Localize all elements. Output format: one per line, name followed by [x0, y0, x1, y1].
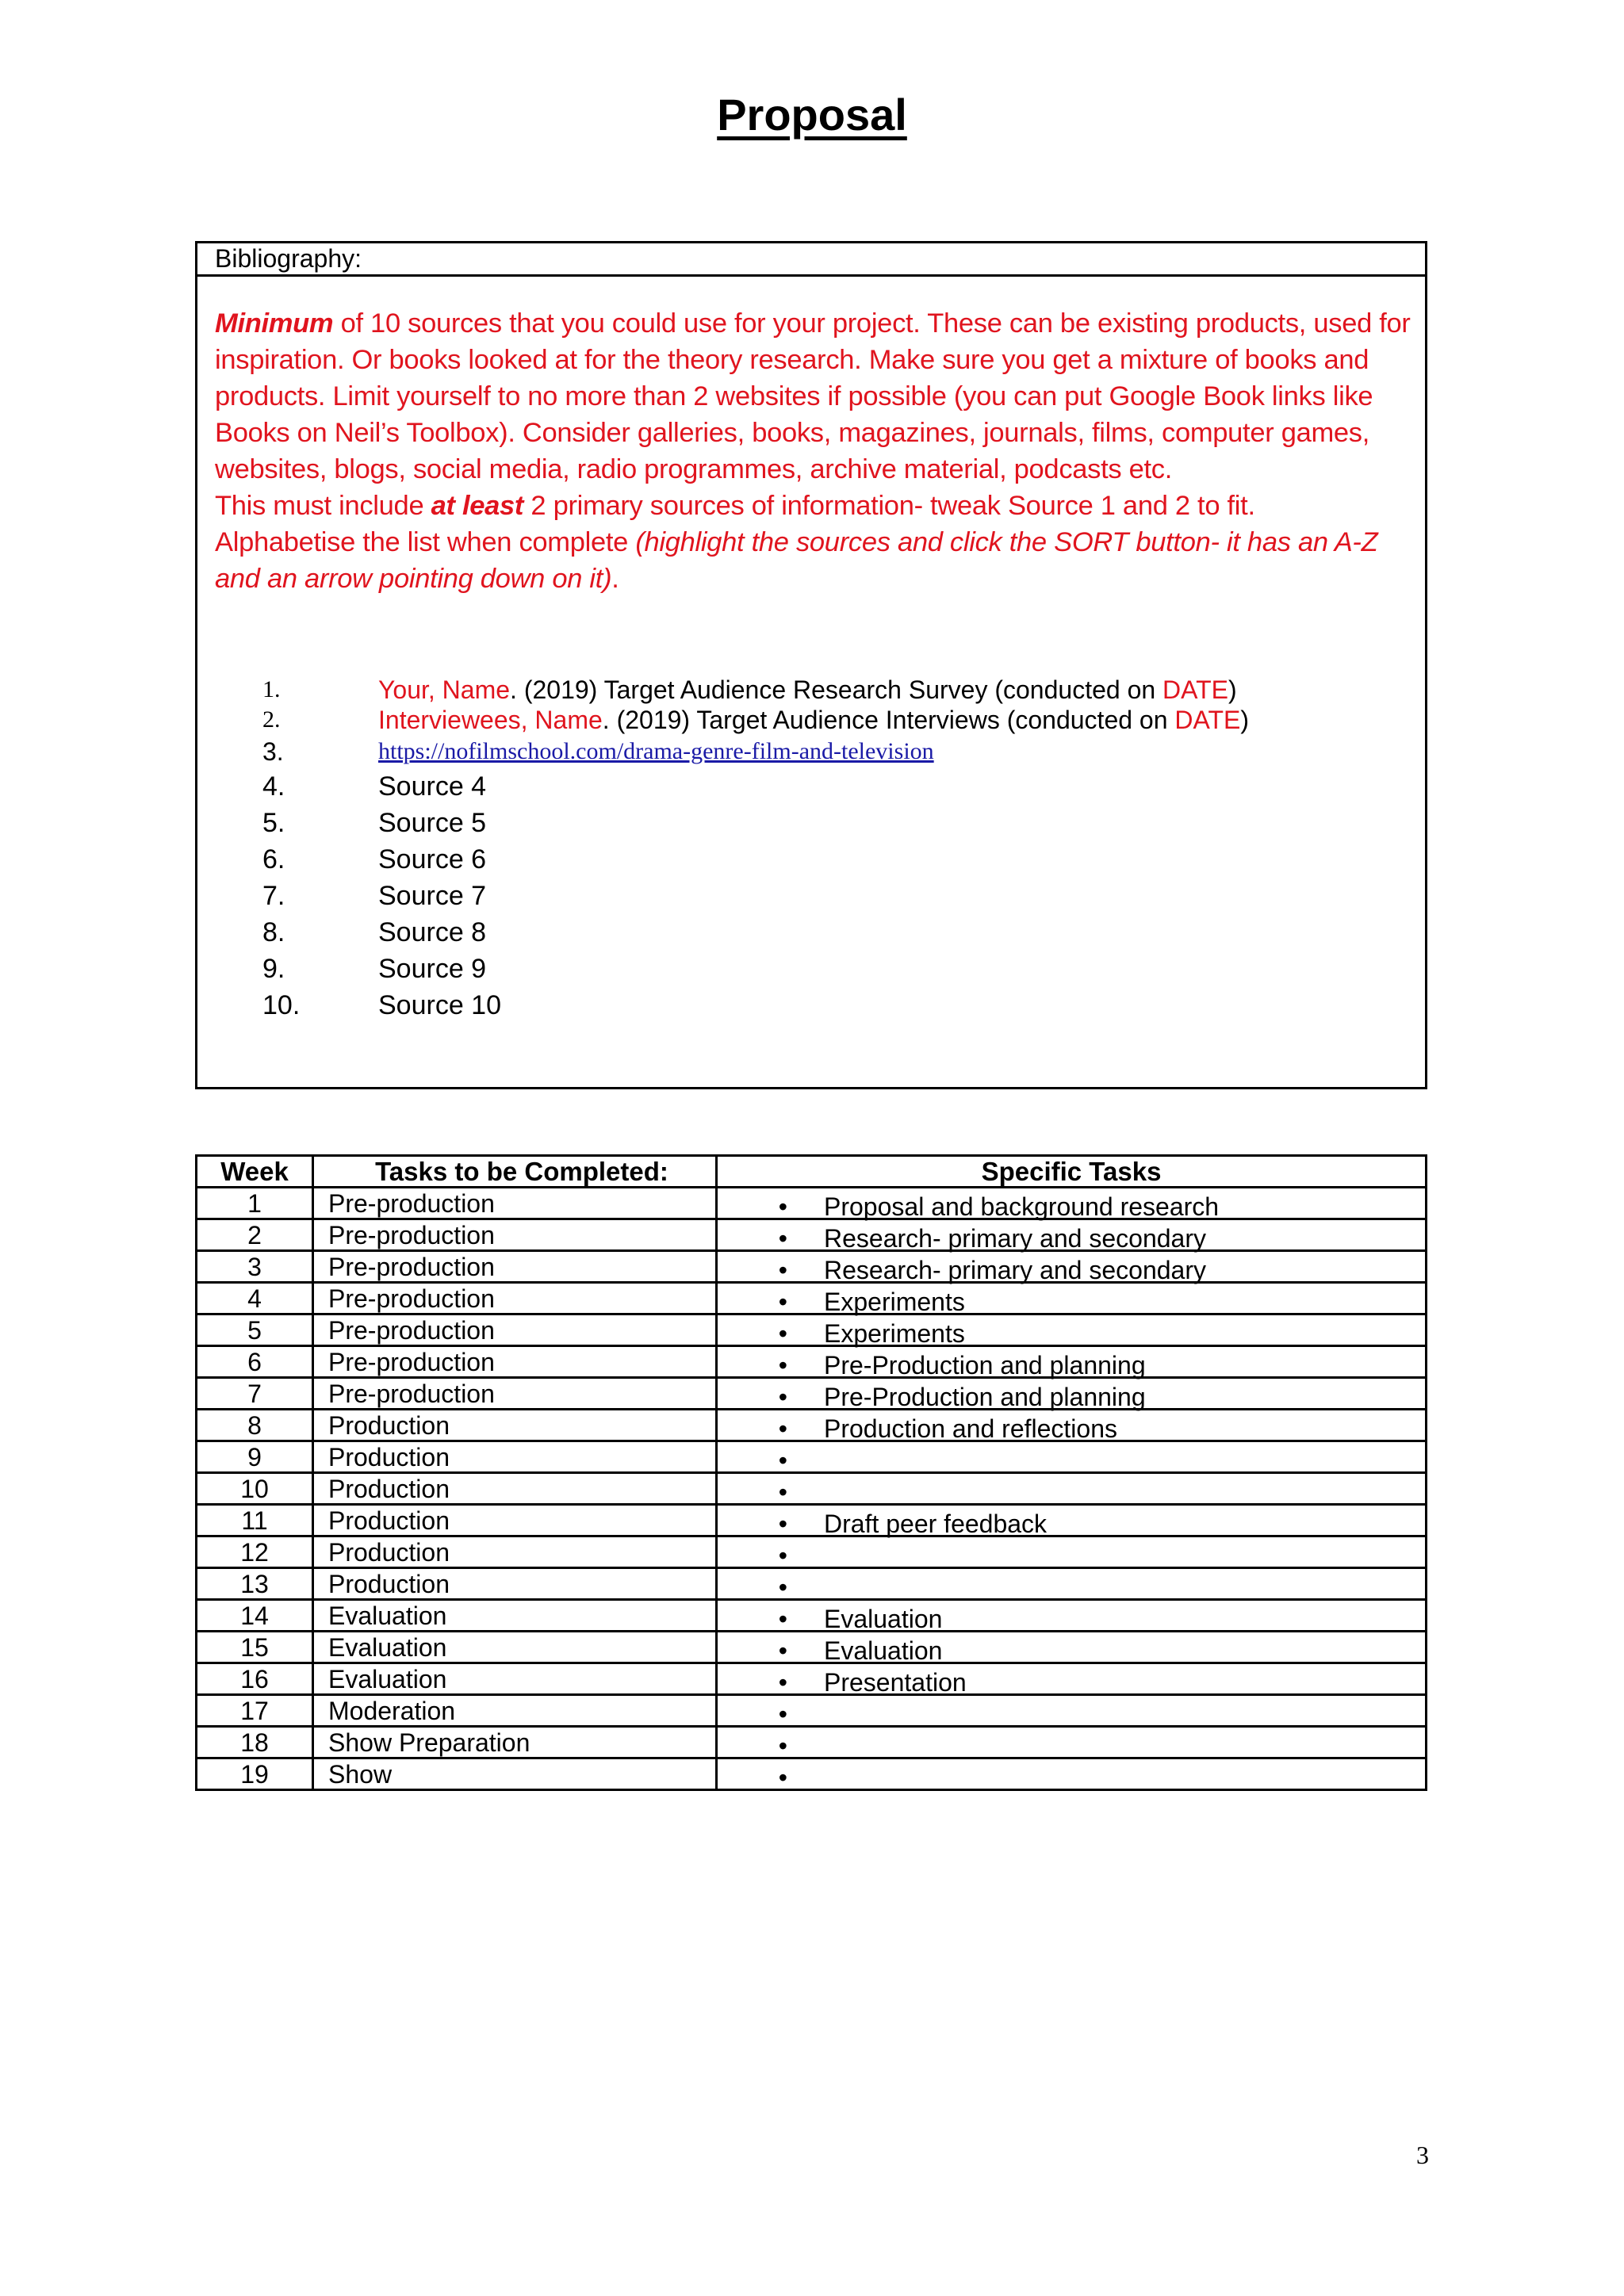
task-cell: Evaluation [313, 1632, 717, 1663]
instr-p2b: 2 primary sources of information- tweak Source 1 and 2 to fit. [523, 491, 1255, 521]
source-author: Interviewees, Name [378, 706, 603, 734]
specific-task-text: Proposal and background research [824, 1192, 1220, 1221]
specific-cell [717, 1473, 1427, 1505]
bullet-icon: • [778, 1636, 787, 1665]
week-cell: 19 [197, 1758, 313, 1790]
specific-cell [717, 1251, 1427, 1283]
task-cell: Pre-production [313, 1378, 717, 1410]
source-number: 6. [262, 844, 285, 874]
table-row [197, 1727, 1427, 1758]
specific-cell [717, 1695, 1427, 1727]
task-cell: Show Preparation [313, 1727, 717, 1758]
specific-task-text: Experiments [824, 1318, 965, 1348]
source-detail: . (2019) Target Audience Research Survey (conducted on [510, 675, 1163, 704]
source-text: Source 4 [378, 771, 487, 802]
week-cell: 16 [197, 1663, 313, 1695]
source-close: ) [1240, 706, 1250, 734]
bullet-icon: • [778, 1572, 787, 1601]
instr-minimum: Minimum [215, 308, 334, 339]
specific-task-text: Pre-Production and planning [824, 1382, 1146, 1411]
source-author: Your, Name [378, 675, 511, 704]
table-row [197, 1663, 1427, 1695]
schedule-table [195, 1154, 1427, 1791]
table-row [197, 1536, 1427, 1568]
bullet-icon: • [778, 1699, 787, 1728]
instr-p3a: Alphabetise the list when complete [215, 527, 636, 557]
source-number: 1. [262, 676, 281, 702]
instr-p3b: (highlight the sources and click the SORT button- it has an A-Z and an arrow pointing down on it) [215, 527, 1378, 594]
task-cell: Production [313, 1568, 717, 1600]
specific-task-text: Draft peer feedback [824, 1509, 1048, 1538]
source-link[interactable]: https://nofilmschool.com/drama-genre-film-and-television [378, 738, 934, 764]
task-cell: Production [313, 1441, 717, 1473]
table-row [197, 1600, 1427, 1632]
header-tasks: Tasks to be Completed: [313, 1156, 717, 1188]
specific-task-text: Experiments [824, 1287, 965, 1316]
table-row [197, 1378, 1427, 1410]
specific-cell [717, 1410, 1427, 1441]
instr-p1: of 10 sources that you could use for your project. These can be existing products, used for inspiration. Or books looked at for the theory research. Make sure you get a mixture of books and products. Limit yourself to no more than 2 websites if possible (you can put Google Book links like Books on Neil’s Toolbox). Consider galleries, books, magazines, journals, films, computer games, websites, blogs, social media, radio programmes, archive material, podcasts etc. [215, 308, 1411, 484]
task-cell: Production [313, 1410, 717, 1441]
instr-atleast: at least [431, 491, 524, 521]
table-row [197, 1695, 1427, 1727]
specific-cell [717, 1632, 1427, 1663]
task-cell: Pre-production [313, 1251, 717, 1283]
table-row [197, 1473, 1427, 1505]
source-number: 4. [262, 771, 285, 802]
table-row [197, 1346, 1427, 1378]
bullet-icon: • [778, 1509, 787, 1538]
source-number: 2. [262, 706, 281, 733]
table-row [197, 1219, 1427, 1251]
source-number: 7. [262, 881, 285, 911]
bullet-icon: • [778, 1255, 787, 1284]
specific-task-text: Evaluation [824, 1604, 943, 1633]
week-cell: 6 [197, 1346, 313, 1378]
specific-task-text: Presentation [824, 1667, 967, 1697]
source-date: DATE [1162, 675, 1229, 704]
specific-cell [717, 1505, 1427, 1536]
page-title: Proposal [717, 90, 907, 140]
specific-cell [717, 1536, 1427, 1568]
table-row [197, 1632, 1427, 1663]
source-text: Source 6 [378, 844, 487, 874]
table-header-row [197, 1156, 1427, 1188]
bullet-icon: • [778, 1287, 787, 1316]
specific-cell [717, 1663, 1427, 1695]
specific-task-text: Pre-Production and planning [824, 1350, 1146, 1380]
week-cell: 7 [197, 1378, 313, 1410]
bullet-icon: • [778, 1667, 787, 1697]
week-cell: 8 [197, 1410, 313, 1441]
bullet-icon: • [778, 1604, 787, 1633]
source-text: Source 10 [378, 990, 501, 1020]
source-date: DATE [1174, 706, 1241, 734]
bullet-icon: • [778, 1731, 787, 1760]
task-cell: Evaluation [313, 1663, 717, 1695]
week-cell: 4 [197, 1283, 313, 1314]
bullet-icon: • [778, 1318, 787, 1348]
specific-task-text: Research- primary and secondary [824, 1223, 1206, 1253]
instr-p2a: This must include [215, 491, 431, 521]
header-specific: Specific Tasks [717, 1156, 1427, 1188]
specific-cell [717, 1346, 1427, 1378]
week-cell: 15 [197, 1632, 313, 1663]
specific-cell [717, 1188, 1427, 1219]
task-cell: Show [313, 1758, 717, 1790]
week-cell: 3 [197, 1251, 313, 1283]
week-cell: 5 [197, 1314, 313, 1346]
task-cell: Pre-production [313, 1314, 717, 1346]
specific-task-text: Research- primary and secondary [824, 1255, 1206, 1284]
bullet-icon: • [778, 1223, 787, 1253]
specific-cell [717, 1219, 1427, 1251]
specific-cell [717, 1283, 1427, 1314]
task-cell: Production [313, 1505, 717, 1536]
source-text: Source 7 [378, 881, 487, 911]
bullet-icon: • [778, 1477, 787, 1506]
bibliography-heading: Bibliography: [197, 243, 1425, 277]
week-cell: 10 [197, 1473, 313, 1505]
week-cell: 2 [197, 1219, 313, 1251]
specific-cell [717, 1600, 1427, 1632]
table-row [197, 1188, 1427, 1219]
specific-task-text: Evaluation [824, 1636, 943, 1665]
source-text: Source 5 [378, 808, 487, 838]
specific-cell [717, 1568, 1427, 1600]
source-close: ) [1228, 675, 1237, 704]
task-cell: Pre-production [313, 1188, 717, 1219]
bullet-icon: • [778, 1382, 787, 1411]
source-number: 5. [262, 808, 285, 838]
source-number: 10. [262, 990, 301, 1020]
table-row [197, 1283, 1427, 1314]
header-week: Week [197, 1156, 313, 1188]
bullet-icon: • [778, 1762, 787, 1792]
table-row [197, 1758, 1427, 1790]
table-row [197, 1410, 1427, 1441]
source-number: 8. [262, 917, 285, 947]
week-cell: 17 [197, 1695, 313, 1727]
task-cell: Pre-production [313, 1346, 717, 1378]
specific-cell [717, 1441, 1427, 1473]
source-text [378, 675, 1237, 705]
bullet-icon: • [778, 1445, 787, 1475]
bullet-icon: • [778, 1192, 787, 1221]
week-cell: 11 [197, 1505, 313, 1536]
week-cell: 1 [197, 1188, 313, 1219]
bullet-icon: • [778, 1414, 787, 1443]
bibliography-box [195, 241, 1427, 1089]
source-detail: . (2019) Target Audience Interviews (conducted on [602, 706, 1175, 734]
table-row [197, 1568, 1427, 1600]
page-number: 3 [1416, 2141, 1429, 2169]
specific-task-text: Production and reflections [824, 1414, 1117, 1443]
source-number: 9. [262, 954, 285, 984]
task-cell: Moderation [313, 1695, 717, 1727]
task-cell: Pre-production [313, 1283, 717, 1314]
week-cell: 14 [197, 1600, 313, 1632]
source-text: Source 8 [378, 917, 487, 947]
task-cell: Production [313, 1473, 717, 1505]
instr-p3c: . [611, 564, 619, 594]
specific-cell [717, 1758, 1427, 1790]
specific-cell [717, 1378, 1427, 1410]
week-cell: 13 [197, 1568, 313, 1600]
week-cell: 9 [197, 1441, 313, 1473]
table-row [197, 1314, 1427, 1346]
table-row [197, 1441, 1427, 1473]
task-cell: Evaluation [313, 1600, 717, 1632]
table-row [197, 1505, 1427, 1536]
source-number: 3. [262, 737, 284, 766]
task-cell: Pre-production [313, 1219, 717, 1251]
bullet-icon: • [778, 1350, 787, 1380]
task-cell: Production [313, 1536, 717, 1568]
bibliography-instructions [215, 305, 1412, 597]
week-cell: 12 [197, 1536, 313, 1568]
bullet-icon: • [778, 1540, 787, 1570]
source-text [378, 705, 1249, 735]
specific-cell [717, 1727, 1427, 1758]
table-row [197, 1251, 1427, 1283]
week-cell: 18 [197, 1727, 313, 1758]
specific-cell [717, 1314, 1427, 1346]
source-text: Source 9 [378, 954, 487, 984]
